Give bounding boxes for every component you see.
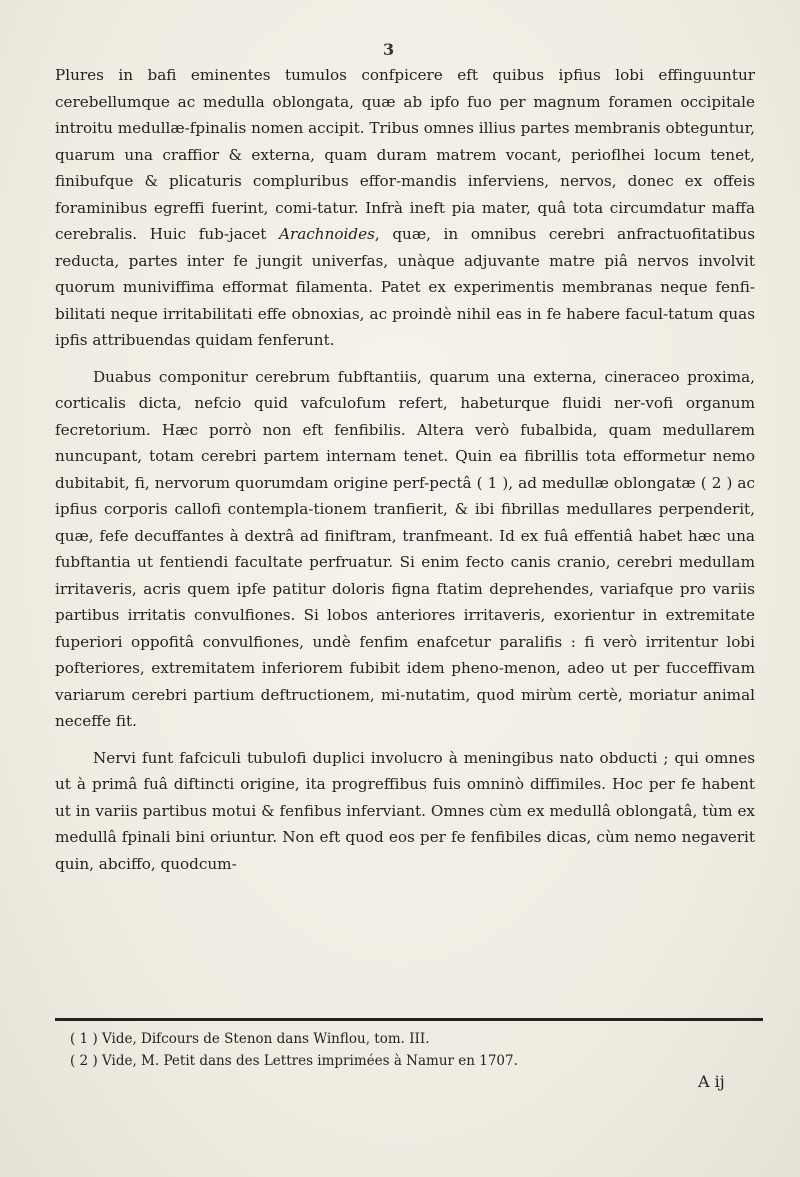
page-number: 3 [383,40,395,59]
paragraph-2: Duabus componitur cerebrum fubftantiis, quarum una externa, cineraceo proxima, corticalis dicta, nefcio quid vafculofum refert, habeturque fluidi ner-vofi organum fecretorium. Hæc porrò non eft fenfibilis. Altera verò fubalbida, quam medullarem nuncupant, totam cerebri partem internam tenet. Quin ea fibrillis tota efformetur nemo dubitabit, fi, nervorum quorumdam origine perf-pectâ ( 1 ), ad medullæ oblongatæ ( 2 ) ac ipfius corporis callofi contempla-tionem tranfierit, & ibi fibrillas medullares perpenderit, quæ, fefe decuffantes à dextrâ ad finiftram, tranfmeant. Id ex fuâ effentiâ habet hæc una fubftantia ut fentiendi facultate perfruatur. Si enim fecto canis cranio, cerebri medullam irritaveris, acris quem ipfe patitur doloris figna ftatim deprehendes, variafque pro variis partibus irritatis convulfiones. Si lobos anteriores irritaveris, exorientur in extremitate fuperiori oppofitâ convulfiones, undè fenfim enafcetur paralifis : fi verò irritentur lobi pofteriores, extremitatem inferiorem fubibit idem pheno-menon, adeo ut per fucceffivam variarum cerebri partium deftructionem, mi-nutatim, quod mirùm certè, moriatur animal neceffe fit. [55,367,755,730]
signature-mark: A ij [698,1072,725,1091]
footnote-divider [55,1018,763,1021]
paragraph-3: Nervi funt fafciculi tubulofi duplici involucro à meningibus nato obducti ; qui omnes ut à primâ fuâ diftincti origine, ita progreffibus fuis omninò diffimiles. Hoc per fe habent ut in variis partibus motui & fenfibus inferviant. Omnes cùm ex medullâ oblongatâ, tùm ex medullâ fpinali bini oriuntur. Non eft quod eos per fe fenfibiles dicas, cùm nemo negaverit quin, abciffo, quodcum- [55,748,755,873]
main-text [55,62,755,877]
footnote-2: ( 2 ) Vide, M. Petit dans des Lettres imprimées à Namur en 1707. [70,1053,518,1069]
footnote-1: ( 1 ) Vide, Difcours de Stenon dans Winflou, tom. III. [70,1031,430,1047]
paragraph-1 [55,62,755,354]
paragraph-1-italic-term: Arachnoides [279,225,375,243]
paragraph-1-text-after: , quæ, in omnibus cerebri anfractuofitatibus reducta, partes inter fe jungit univerfas, unàque adjuvante matre piâ nervos involvit quorum muniviffima efformat filamenta. Patet ex experimentis membranas neque fenfi-bilitati neque irritabilitati effe obnoxias, ac proindè nihil eas in fe habere facul-tatum quas ipfis attribuendas quidam fenferunt. [55,225,755,349]
footnotes [70,1028,760,1072]
paragraph-1-text: Plures in bafi eminentes tumulos confpicere eft quibus ipfius lobi effinguuntur cerebellumque ac medulla oblongata, quæ ab ipfo fuo per magnum foramen occipitale introitu medullæ-fpinalis nomen accipit. Tribus omnes illius partes membranis obteguntur, quarum una craffior & externa, quam duram matrem vocant, perioflhei locum tenet, finibufque & plicaturis compluribus effor-mandis inferviens, nervos, donec ex offeis foraminibus egreffi fuerint, comi-tatur. Infrà ineft pia mater, quâ tota circumdatur maffa cerebralis. Huic fub-jacet [55,66,755,243]
